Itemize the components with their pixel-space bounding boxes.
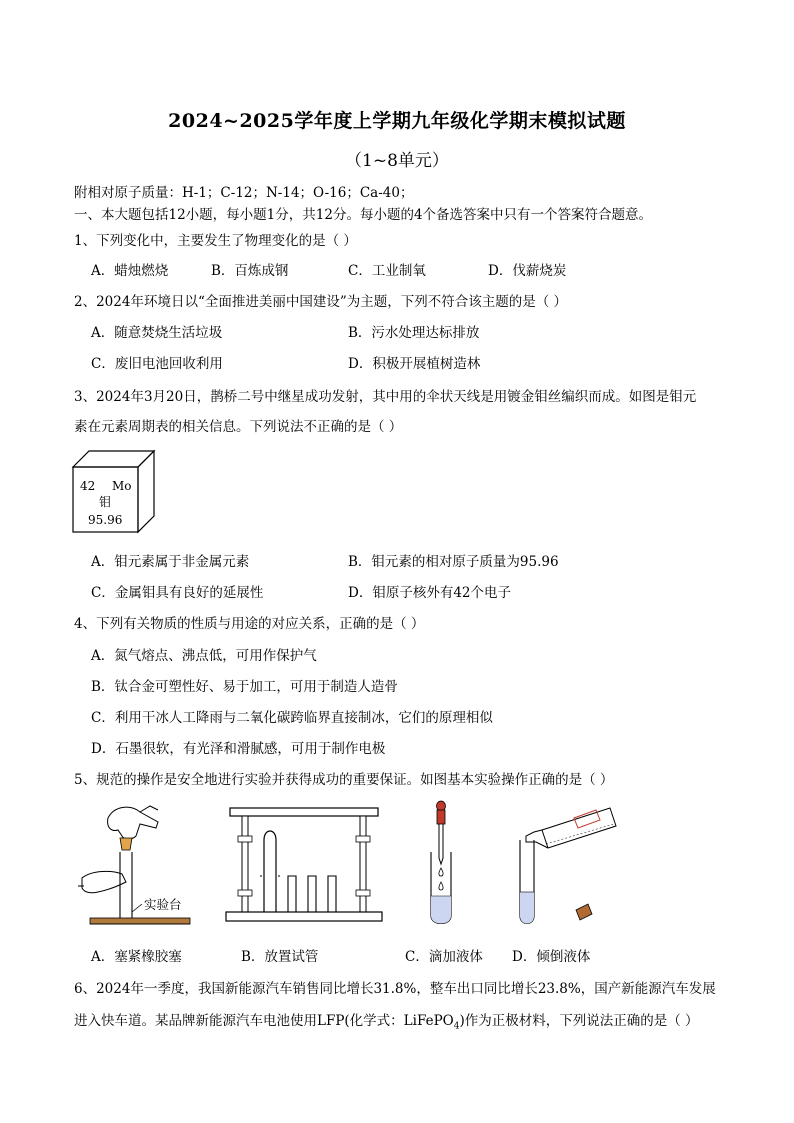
element-symbol: Mo	[112, 479, 132, 493]
q6-stem-part-a: 进入快车道。某品牌新能源汽车电池使用LFP(化学式：LiFePO	[74, 1013, 454, 1029]
element-atomic-number: 42	[80, 479, 96, 493]
q2-option-a: A．随意焚烧生活垃圾	[91, 325, 223, 341]
question-6-stem-line2	[74, 1009, 699, 1032]
figure-a-label: 实验台	[144, 897, 182, 912]
q4-option-d: D．石墨很软，有光泽和滑腻感，可用于制作电极	[91, 741, 386, 757]
question-6-stem-line1: 6、2024年一季度，我国新能源汽车销售同比增长31.8%，整车出口同比增长23.8%，国产新能源汽车发展	[74, 981, 716, 997]
q1-option-c: C．工业制氧	[348, 263, 426, 279]
element-atomic-mass: 95.96	[88, 513, 123, 527]
q3-option-d: D．钼原子核外有42个电子	[348, 585, 512, 601]
page-title: 2024~2025学年度上学期九年级化学期末模拟试题	[168, 110, 626, 132]
q3-option-a: A．钼元素属于非金属元素	[91, 554, 250, 570]
figure-c-dropper-and-tube	[425, 800, 461, 930]
question-3-stem-line1: 3、2024年3月20日，鹊桥二号中继星成功发射，其中用的伞状天线是用镀金钼丝编织而成。如图是钼元	[74, 389, 697, 405]
q5-option-c: C．滴加液体	[405, 949, 483, 965]
q5-option-b: B．放置试管	[241, 949, 319, 965]
q1-option-a: A．蜡烛燃烧	[91, 263, 169, 279]
q6-formula-subscript: 4	[453, 1021, 460, 1032]
q2-option-b: B．污水处理达标排放	[348, 325, 480, 341]
section-instructions: 一、本大题包括12小题，每小题1分，共12分。每小题的4个备选答案中只有一个答案符合题意。	[74, 207, 653, 223]
q6-stem-part-b: )作为正极材料，下列说法正确的是（ ）	[459, 1013, 699, 1029]
q2-option-c: C．废旧电池回收利用	[91, 356, 223, 372]
atomic-mass-note: 附相对原子质量：H-1；C-12；N-14；O-16；Ca-40；	[74, 185, 414, 201]
q1-option-b: B．百炼成钢	[211, 263, 289, 279]
q4-option-a: A．氮气熔点、沸点低，可用作保护气	[91, 648, 317, 664]
q3-option-c: C．金属钼具有良好的延展性	[91, 585, 264, 601]
q2-option-d: D．积极开展植树造林	[348, 356, 481, 372]
question-4-stem: 4、下列有关物质的性质与用途的对应关系，正确的是（ ）	[74, 616, 425, 632]
figure-d-pouring-liquid	[512, 800, 622, 928]
question-5-stem: 5、规范的操作是安全地进行实验并获得成功的重要保证。如图基本实验操作正确的是（ ）	[74, 772, 614, 788]
figure-b-test-tube-rack	[226, 806, 386, 924]
q4-option-c: C．利用干冰人工降雨与二氧化碳跨临界直接制冰，它们的原理相似	[91, 710, 493, 726]
element-name: 钼	[99, 495, 112, 509]
question-3-stem-line2: 素在元素周期表的相关信息。下列说法不正确的是（ ）	[74, 419, 403, 435]
q3-option-b: B．钼元素的相对原子质量为95.96	[348, 554, 559, 570]
page-subtitle: （1~8单元）	[345, 151, 449, 171]
q5-option-a: A．塞紧橡胶塞	[91, 949, 182, 965]
q5-option-d: D．倾倒液体	[512, 949, 591, 965]
q1-option-d: D．伐薪烧炭	[488, 263, 567, 279]
q4-option-b: B．钛合金可塑性好、易于加工，可用于制造人造骨	[91, 679, 398, 695]
question-2-stem: 2、2024年环境日以“全面推进美丽中国建设”为主题，下列不符合该主题的是（ ）	[74, 294, 568, 310]
question-1-stem: 1、下列变化中，主要发生了物理变化的是（ ）	[74, 233, 357, 249]
